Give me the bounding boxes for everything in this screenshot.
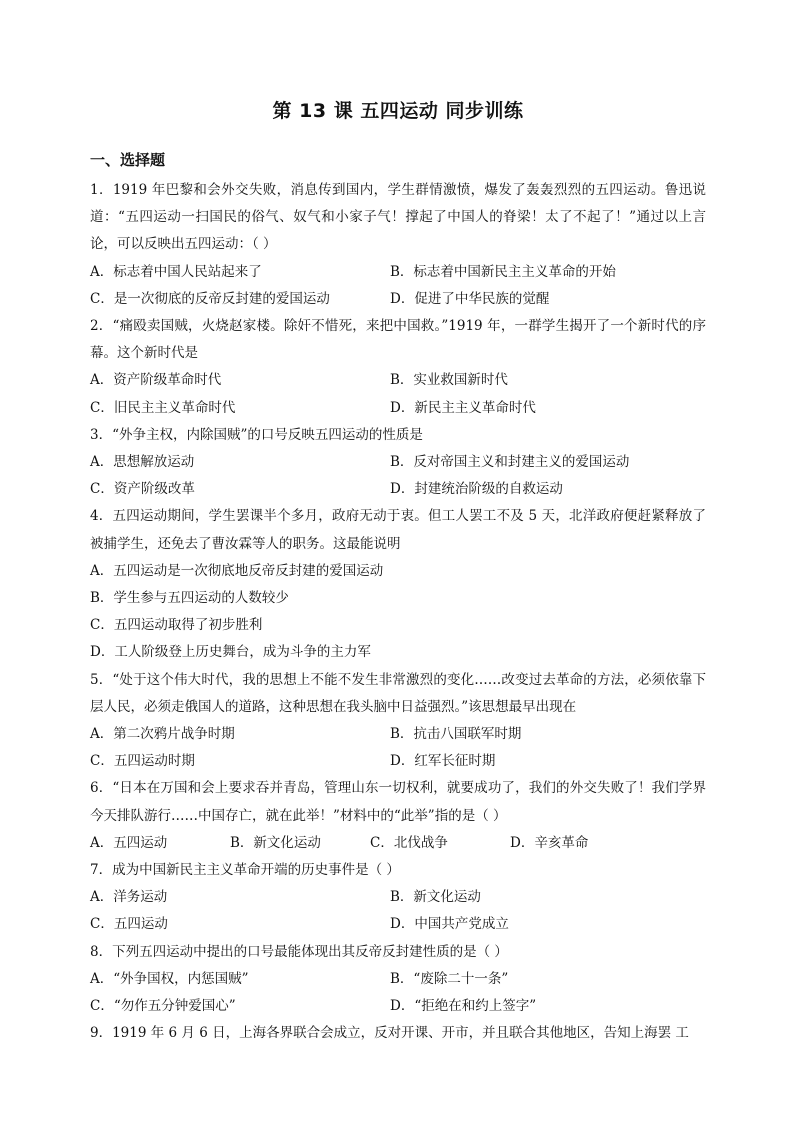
question-1-option-a: A．标志着中国人民站起来了 [90,263,262,280]
question-8-option-b: B．“废除二十一条” [390,970,509,987]
question-5-option-d: D．红军长征时期 [390,753,496,770]
question-3-option-d: D．封建统治阶级的自救运动 [390,481,563,498]
question-3-stem: 3．“外争主权，内除国贼”的口号反映五四运动的性质是 [90,426,423,443]
question-7-option-d: D．中国共产党成立 [390,916,509,933]
question-2-option-a: A．资产阶级革命时代 [90,372,222,389]
question-1-option-b: B．标志着中国新民主主义革命的开始 [390,263,616,280]
question-5-option-a: A．第二次鸦片战争时期 [90,726,235,743]
question-6-option-d: D．辛亥革命 [510,834,589,851]
question-5-option-b: B．抗击八国联军时期 [390,726,522,743]
question-2-option-c: C．旧民主主义革命时代 [90,399,236,416]
question-4-option-a: A．五四运动是一次彻底地反帝反封建的爱国运动 [90,562,384,579]
question-4-option-d: D．工人阶级登上历史舞台，成为斗争的主力军 [90,644,371,661]
question-6-option-b: B．新文化运动 [230,834,321,851]
question-7-option-b: B．新文化运动 [390,889,481,906]
section-heading: 一、选择题 [90,151,166,169]
page-title: 第 13 课 五四运动 同步训练 [272,100,524,122]
question-4-stem: 4．五四运动期间，学生罢课半个多月，政府无动于衷。但工人罢工不及 5 天，北洋政府便赶紧释放了被捕学生，还免去了曹汝霖等人的职务。这最能说明 [90,508,706,552]
question-5-options [90,721,706,775]
question-7-stem: 7．成为中国新民主主义革命开端的历史事件是（ ） [90,862,400,879]
question-1-option-c: C．是一次彻底的反帝反封建的爱国运动 [90,290,330,307]
question-1-options [90,259,706,313]
question-3-options [90,449,706,503]
question-1-option-d: D．促进了中华民族的觉醒 [390,290,550,307]
question-8-option-a: A．“外争国权，内惩国贼” [90,970,249,987]
question-6-options [90,830,706,857]
question-2-option-b: B．实业救国新时代 [390,372,508,389]
question-8-option-d: D．“拒绝在和约上签字” [390,998,537,1015]
question-6-option-c: C．北伐战争 [370,834,448,851]
question-7-option-a: A．洋务运动 [90,889,168,906]
question-8-options [90,966,706,1020]
question-7-option-c: C．五四运动 [90,916,168,933]
question-9-stem: 9．1919 年 6 月 6 日，上海各界联合会成立，反对开课、开市，并且联合其他地区，告知上海罢 工 [90,1025,689,1042]
question-7-options [90,884,706,938]
question-3-option-b: B．反对帝国主义和封建主义的爱国运动 [390,454,630,471]
question-6-option-a: A．五四运动 [90,834,168,851]
question-5-stem: 5．“处于这个伟大时代，我的思想上不能不发生非常激烈的变化……改变过去革命的方法，必须依靠下层人民，必须走俄国人的道路，这种思想在我头脑中日益强烈。”该思想最早出现在 [90,671,706,715]
question-8-option-c: C．“勿作五分钟爱国心” [90,998,236,1015]
question-2-options [90,367,706,421]
question-4-option-c: C．五四运动取得了初步胜利 [90,617,263,634]
question-3-option-a: A．思想解放运动 [90,454,195,471]
document-page [90,96,706,1048]
question-1-stem: 1．1919 年巴黎和会外交失败，消息传到国内，学生群情激愤，爆发了轰轰烈烈的五四运动。鲁迅说道：“五四运动一扫国民的俗气、奴气和小家子气！撑起了中国人的脊梁！太了不起了！”通过以上言论，可以反映出五四运动：（ ） [90,182,706,253]
question-4-option-b: B．学生参与五四运动的人数较少 [90,590,289,607]
question-2-option-d: D．新民主主义革命时代 [390,399,536,416]
question-8-stem: 8．下列五四运动中提出的口号最能体现出其反帝反封建性质的是（ ） [90,943,508,960]
question-6-stem: 6．“日本在万国和会上要求吞并青岛，管理山东一切权利，就要成功了，我们的外交失败了！我们学界今天排队游行……中国存亡，就在此举！”材料中的“此举”指的是（ ） [90,780,706,824]
question-5-option-c: C．五四运动时期 [90,753,195,770]
question-2-stem: 2．“痛殴卖国贼，火烧赵家楼。除奸不惜死，来把中国救。”1919 年，一群学生揭开了一个新时代的序幕。这个新时代是 [90,318,706,362]
question-3-option-c: C．资产阶级改革 [90,481,195,498]
